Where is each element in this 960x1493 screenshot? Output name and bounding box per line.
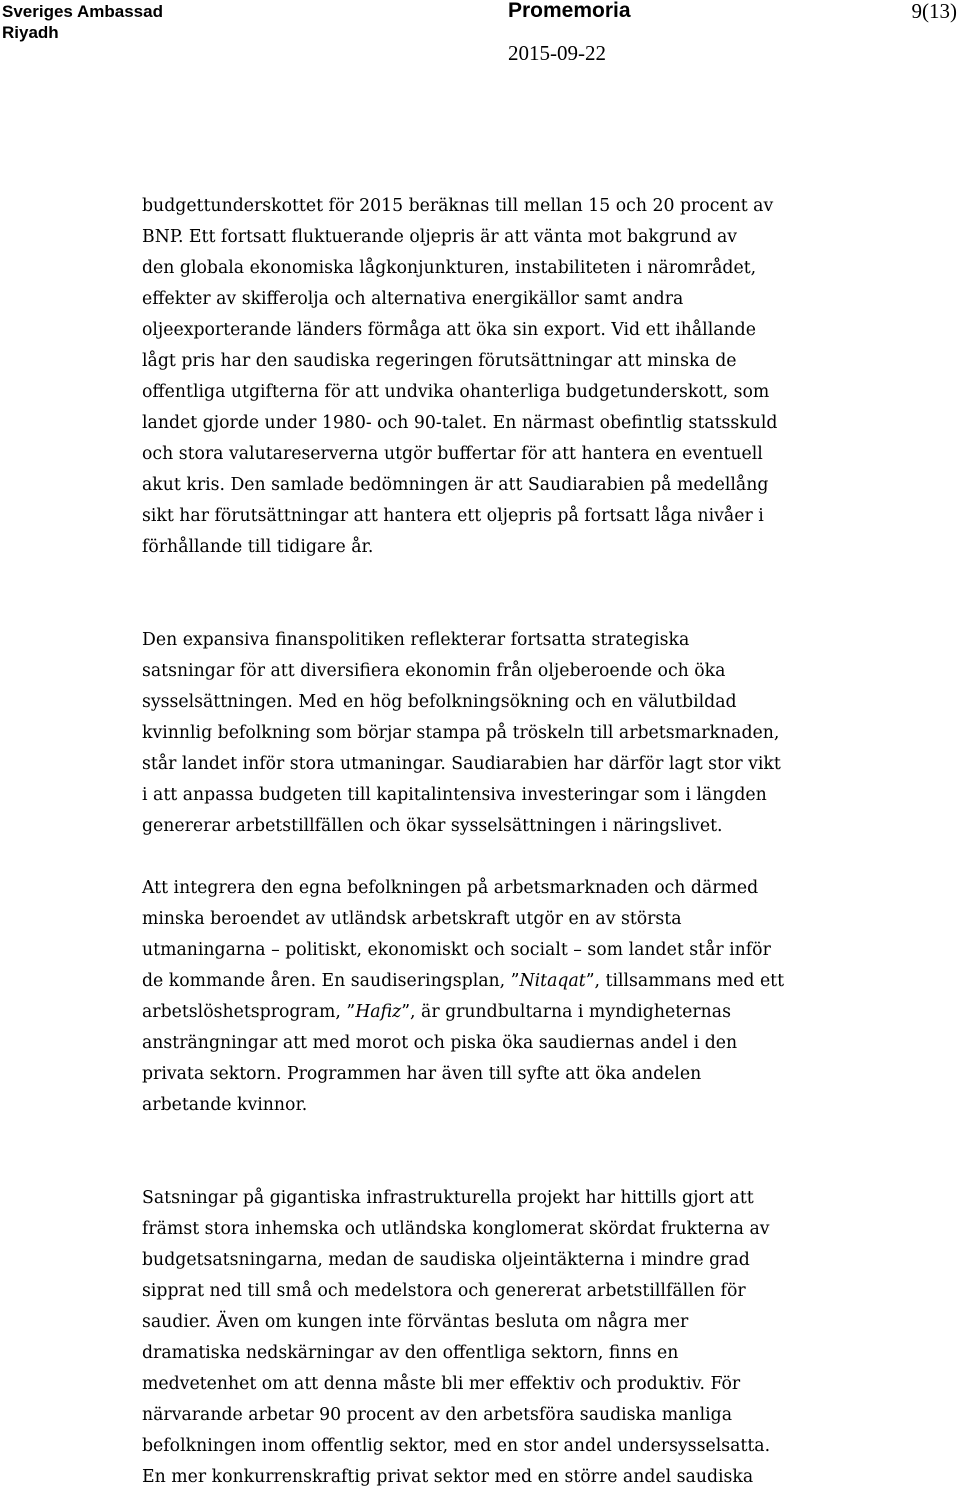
paragraph	[142, 873, 862, 1121]
embassy-line-2: Riyadh	[2, 23, 59, 42]
text-run: budgettunderskottet för 2015 beräknas till mellan 15 och 20 procent av BNP. Ett fortsatt fluktuerande oljepris är att vänta mot bakgrund av den globala ekonomiska lågkonjunkturen, instabiliteten i närområdet, effekter av skifferolja och alternativa energikällor samt andra oljeexporterande länders förmåga att öka sin export. Vid ett ihållande lågt pris har den saudiska regeringen förutsättningar att minska de offentliga utgifterna för att undvika ohanterliga budgetunderskott, som landet gjorde under 1980- och 90-talet. En närmast obefintlig statsskuld och stora valutareserverna utgör buffertar för att hantera en eventuell akut kris. Den samlade bedömningen är att Saudiarabien på medellång sikt har förutsättningar att hantera ett oljepris på fortsatt låga nivåer i förhållande till tidigare år.	[142, 196, 778, 557]
document-date: 2015-09-22	[508, 41, 606, 65]
text-run: ”, är grundbultarna i myndigheternas ansträngningar att med morot och piska öka saudiernas andel i den privata sektorn. Programmen har även till syfte att öka andelen arbetande kvinnor.	[142, 1002, 738, 1115]
text-run: Den expansiva finanspolitiken reflekterar fortsatta strategiska satsningar för att diversifiera ekonomin från oljeberoende och öka sysselsättningen. Med en hög befolkningsökning och en välutbildad kvinnlig befolkning som börjar stampa på tröskeln till arbetsmarknaden, står landet inför stora utmaningar. Saudiarabien har därför lagt stor vikt i att anpassa budgeten till kapitalintensiva investeringar som i längden genererar arbetstillfällen och ökar sysselsättningen i näringslivet.	[142, 630, 781, 836]
text-run: Att integrera den egna befolkningen på arbetsmarknaden och därmed minska beroendet av utländsk arbetskraft utgör en av största utmaningarna – politiskt, ekonomiskt och socialt – som landet står inför de kommande åren. En saudiseringsplan, ”	[142, 878, 771, 991]
page-number: 9(13)	[911, 0, 957, 23]
paragraph	[142, 594, 862, 842]
document-body	[142, 160, 862, 1493]
text-run: Satsningar på gigantiska infrastrukturella projekt har hittills gjort att främst stora inhemska och utländska konglomerat skördat frukterna av budgetsatsningarna, medan de saudiska oljeintäkterna i mindre grad sipprat ned till små och medelstora och genererat arbetstillfällen för saudier. Även om kungen inte förväntas besluta om några mer dramatiska nedskärningar av den offentliga sektorn, finns en medvetenhet om att denna måste bli mer effektiv och produktiv. För närvarande arbetar 90 procent av den arbetsföra saudiska manliga befolkningen inom offentlig sektor, med en stor andel undersysselsatta. En mer konkurrenskraftig privat sektor med en större andel saudiska	[142, 1188, 771, 1487]
paragraph	[142, 160, 862, 563]
document-title: Promemoria	[508, 0, 631, 22]
embassy-line-1: Sveriges Ambassad	[2, 2, 163, 21]
program-name-hafiz: Hafiz	[355, 1002, 402, 1022]
embassy-name	[2, 1, 163, 43]
text-run: ”, tillsammans med ett arbetslöshetsprogram, ”	[142, 971, 785, 1022]
program-name-nitaqat: Nitaqat	[519, 971, 586, 991]
paragraph	[142, 1152, 862, 1493]
